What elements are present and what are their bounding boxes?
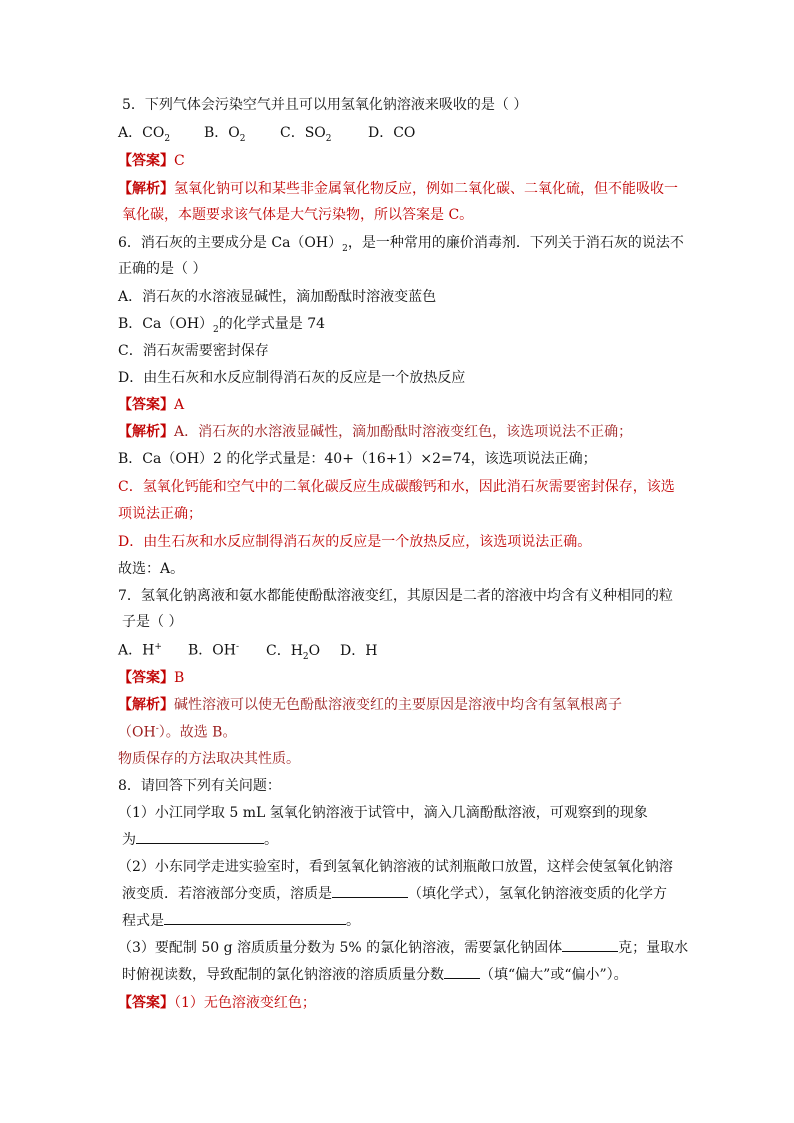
q8-part1-blank[interactable] (136, 842, 264, 844)
q8-part2-cont2: 程式是 。 (122, 913, 360, 929)
q5-option-d: D．CO (368, 125, 416, 141)
q6-analysis-c: C．氢氧化钙能和空气中的二氧化碳反应生成碳酸钙和水，因此消石灰需要密封保存，该选 (118, 479, 675, 495)
q7-extra-note: 物质保存的方法取决其性质。 (118, 751, 300, 767)
q6-option-b: B．$Ca(OH)_2$的化学式量是 74 (118, 316, 326, 335)
q8-part1-cont: 为 。 (122, 832, 278, 848)
q7-option-c: C．$H_2O$ (266, 642, 321, 662)
q7-option-d: D．H (340, 642, 378, 659)
q6-analysis-b: B．Ca（OH）2 的化学式量是：40+（16+1）×2=74，该选项说法正确； (118, 451, 597, 467)
q5-stem: 5．下列气体会污染空气并且可以用氢氧化钠溶液来吸收的是（ ） (122, 97, 528, 113)
q8-part3-cont: 时俯视读数，导致配制的氯化钠溶液的溶质质量分数 （填“偏大”或“偏小”）。 (122, 967, 628, 983)
q7-stem-cont: 子是（ ） (122, 614, 183, 630)
q5-analysis: 【解析】氢氧化钠可以和某些非金属氧化物反应，例如二氧化碳、二氧化硫，但不能吸收一 (118, 181, 678, 197)
q6-analysis-c-cont: 项说法正确； (118, 506, 202, 522)
q5-answer: 【答案】C (118, 153, 185, 169)
q7-stem: 7．氢氧化钠离液和氨水都能使酚酞溶液变红，其原因是二者的溶液中均含有义种相同的粒 (118, 588, 673, 604)
q8-answer: 【答案】（1）无色溶液变红色； (118, 995, 316, 1011)
q6-conclusion: 故选：A。 (118, 561, 185, 577)
q7-answer: 【答案】B (118, 670, 185, 686)
q6-stem-cont: 正确的是（ ） (118, 261, 207, 277)
q6-option-a: A．消石灰的水溶液显碱性，滴加酚酞时溶液变蓝色 (118, 289, 437, 305)
q6-option-d: D．由生石灰和水反应制得消石灰的反应是一个放热反应 (118, 370, 466, 386)
q8-part2-blank-solute[interactable] (332, 896, 408, 898)
q5-analysis-cont: 氧化碳，本题要求该气体是大气污染物，所以答案是 C。 (122, 207, 474, 223)
q8-part2-cont: 液变质．若溶液部分变质，溶质是 （填化学式），氢氧化钠溶液变质的化学方 (122, 886, 667, 902)
q8-part1: （1）小江同学取 5 mL 氢氧化钠溶液于试管中，滴入几滴酚酞溶液，可观察到的现象 (118, 805, 648, 821)
q6-analysis-d: D．由生石灰和水反应制得消石灰的反应是一个放热反应，该选项说法正确。 (118, 534, 592, 550)
q6-answer: 【答案】A (118, 397, 185, 413)
q8-part3: （3）要配制 50 g 溶质质量分数为 5% 的氯化钠溶液，需要氯化钠固体 克；量取水 (118, 940, 689, 956)
q8-part3-blank-mass[interactable] (562, 950, 618, 952)
q7-options (118, 643, 377, 661)
q8-stem: 8．请回答下列有关问题： (118, 778, 281, 794)
q5-option-a: A．$CO_2$ (118, 125, 171, 144)
q6-stem: 6．消石灰的主要成分是 $Ca(OH)_2$，是一种常用的廉价消毒剂．下列关于消石灰的说法不 (118, 235, 684, 254)
q8-part2-blank-equation[interactable] (164, 923, 346, 925)
q8-part3-blank-effect[interactable] (444, 977, 480, 979)
q7-analysis-cont: （OH-）。故选 B。 (118, 724, 237, 741)
q5-option-b: B．$O_2$ (204, 125, 246, 144)
q8-part2: （2）小东同学走进实验室时，看到氢氧化钠溶液的试剂瓶敞口放置，这样会使氢氧化钠溶 (118, 859, 673, 875)
q6-analysis: 【解析】A．消石灰的水溶液显碱性，滴加酚酞时溶液变红色，该选项说法不正确； (118, 424, 633, 440)
q7-analysis: 【解析】碱性溶液可以使无色酚酞溶液变红的主要原因是溶液中均含有氢氧根离子 (118, 697, 622, 713)
q5-options (118, 126, 415, 144)
q7-option-a: A．H+ (118, 642, 162, 659)
q7-option-b: B．OH- (188, 642, 240, 659)
q5-option-c: C．$SO_2$ (280, 125, 332, 144)
q6-option-c: C．消石灰需要密封保存 (118, 343, 269, 359)
